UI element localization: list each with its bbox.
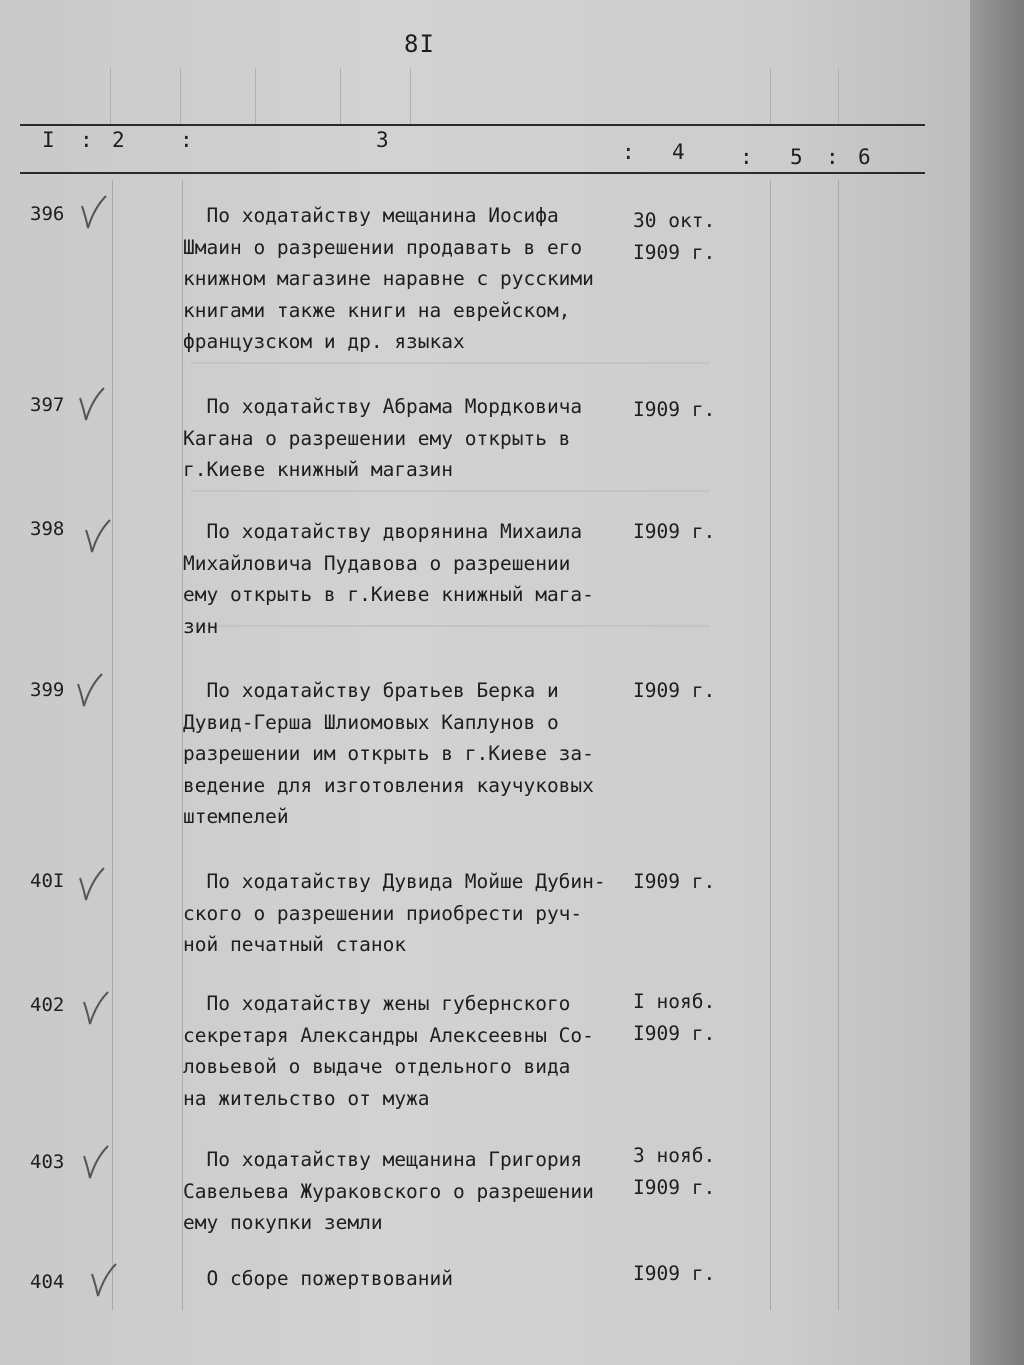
entry-number: 403 xyxy=(30,1151,65,1173)
entry-date: I909 г. xyxy=(633,520,716,543)
entry-number: 399 xyxy=(30,679,65,701)
show-through-mark xyxy=(190,490,710,492)
entry-number: 402 xyxy=(30,994,65,1016)
entry-date: I909 г. xyxy=(633,870,716,893)
header-top-rule xyxy=(20,124,925,126)
entry-text: По ходатайству дворянина Михаила Михайловича Пудавова о разрешении ему открыть в г.Киеве книжный мага- зин xyxy=(183,520,594,638)
check-mark-icon xyxy=(80,1144,114,1180)
column-separator: : xyxy=(80,128,93,152)
column-number-5: 5 xyxy=(790,145,803,169)
entry-date: I909 г. xyxy=(633,679,716,702)
check-mark-icon xyxy=(88,1262,122,1298)
column-number-1: I xyxy=(42,128,55,152)
check-mark-icon xyxy=(76,386,110,422)
header-bottom-rule xyxy=(20,172,925,174)
entry-text: О сборе пожертвований xyxy=(183,1267,454,1290)
entry-text: По ходатайству жены губернского секретаря Александры Алексеевны Со- ловьевой о выдаче отдельного вида на жительство от мужа xyxy=(183,992,594,1110)
entry-text: По ходатайству мещанина Григория Савельева Жураковского о разрешении ему покупки земли xyxy=(183,1148,594,1234)
faded-header-grid xyxy=(10,68,940,124)
entry-text: По ходатайству Дувида Мойше Дубин- ского о разрешении приобрести руч- ной печатный станок xyxy=(183,870,606,956)
entry-date: 30 окт. I909 г. xyxy=(633,209,716,264)
entry-date: I909 г. xyxy=(633,398,716,421)
page-number: 8I xyxy=(404,30,435,58)
column-separator: : xyxy=(180,128,193,152)
column-line xyxy=(112,180,113,1310)
column-separator: : xyxy=(622,140,635,164)
column-number-3: 3 xyxy=(376,128,389,152)
check-mark-icon xyxy=(78,194,112,230)
check-mark-icon xyxy=(76,866,110,902)
column-number-2: 2 xyxy=(112,128,125,152)
entry-number: 40I xyxy=(30,870,65,892)
entry-number: 396 xyxy=(30,203,65,225)
column-separator: : xyxy=(740,145,753,169)
entry-number: 397 xyxy=(30,394,65,416)
entry-text: По ходатайству мещанина Иосифа Шмаин о разрешении продавать в его книжном магазине наравне с русскими книгами также книги на еврейском, французском и др. языках xyxy=(183,204,594,353)
show-through-mark xyxy=(190,362,710,364)
column-line xyxy=(770,180,771,1310)
entry-text: По ходатайству Абрама Мордковича Кагана о разрешении ему открыть в г.Киеве книжный магазин xyxy=(183,395,583,481)
entry-date: I909 г. xyxy=(633,1262,716,1285)
column-separator: : xyxy=(826,145,839,169)
column-number-4: 4 xyxy=(672,140,685,164)
page-edge-shadow xyxy=(970,0,1024,1365)
column-line xyxy=(838,180,839,1310)
check-mark-icon xyxy=(74,672,108,708)
entry-number: 404 xyxy=(30,1271,65,1293)
entry-text: По ходатайству братьев Берка и Дувид-Герша Шлиомовых Каплунов о разрешении им открыть в г.Киеве за- ведение для изготовления каучуковых штемпелей xyxy=(183,679,594,828)
check-mark-icon xyxy=(82,518,116,554)
entry-date: 3 нояб. I909 г. xyxy=(633,1144,716,1199)
check-mark-icon xyxy=(80,990,114,1026)
column-number-6: 6 xyxy=(858,145,871,169)
entry-date: I нояб. I909 г. xyxy=(633,990,716,1045)
entry-number: 398 xyxy=(30,518,65,540)
